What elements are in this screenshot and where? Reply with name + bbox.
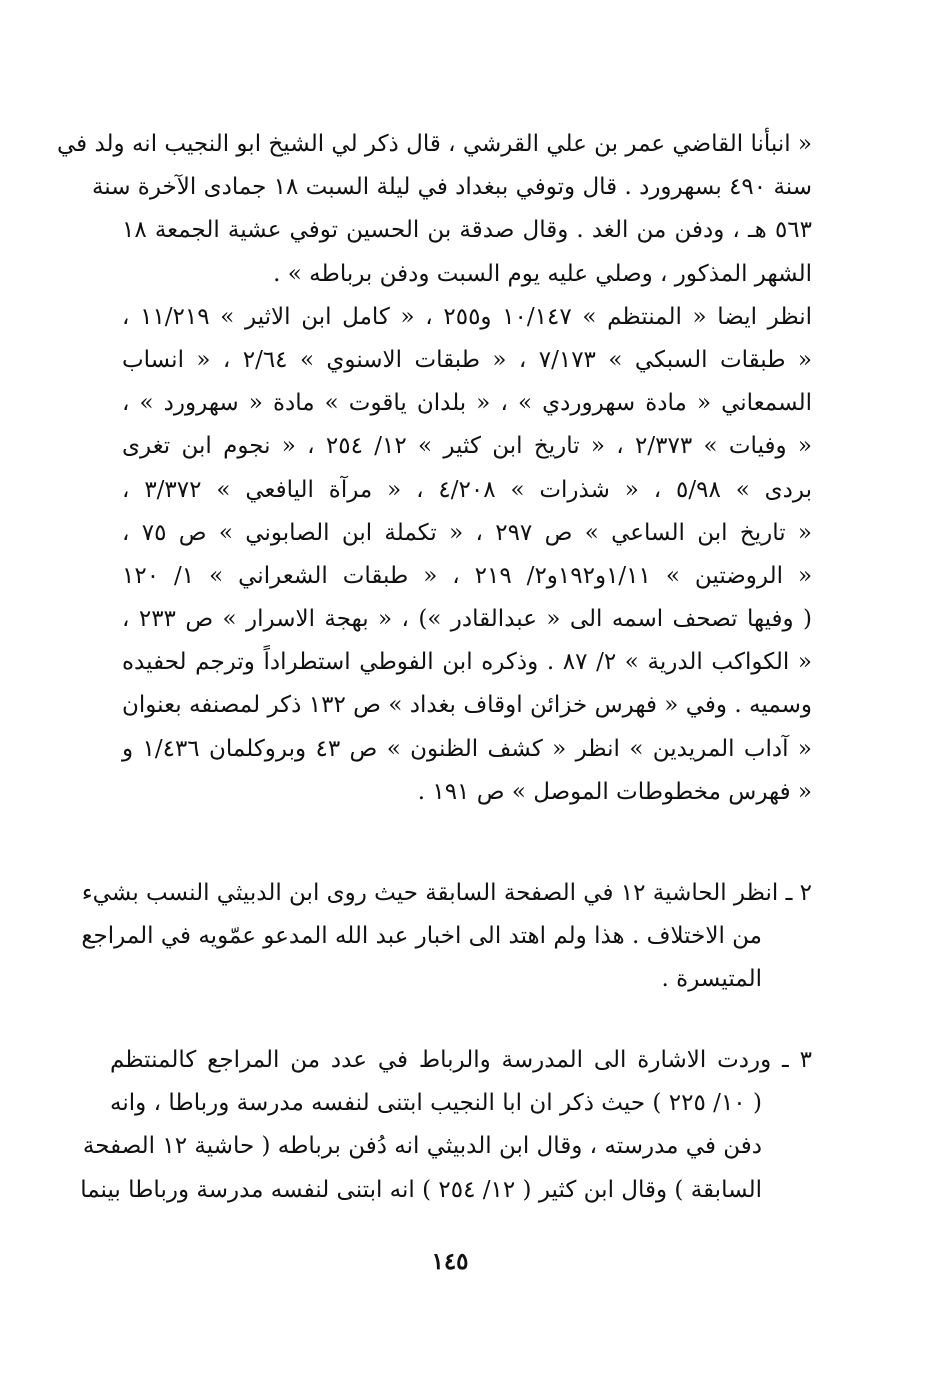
text-line: ( ١٠/ ٢٢٥ ) حيث ذكر ان ابا النجيب ابتنى لنفسه مدرسة ورباطا ، وانه	[110, 1090, 762, 1117]
text-line: « الروضتين » ١/١١و١٩٢و٢/ ٢١٩ ، « طبقات الشعراني » ١/ ١٢٠	[122, 562, 813, 589]
text-line: السابقة ) وقال ابن كثير ( ١٢/ ٢٥٤ ) انه ابتنى لنفسه مدرسة ورباطا بينما	[80, 1176, 762, 1203]
footnote-3	[80, 1039, 812, 1212]
text-line: « آداب المريدين » انظر « كشف الظنون » ص ٤٣ وبروكلمان ١/٤٣٦ و	[122, 735, 813, 762]
text-line: ( وفيها تصحف اسمه الى « عبدالقادر ») ، « بهجة الاسرار » ص ٢٣٣ ،	[122, 606, 812, 633]
text-line: ٣ ـ وردت الاشارة الى المدرسة والرباط في عدد من المراجع كالمنتظم	[110, 1047, 812, 1073]
text-line: دفن في مدرسته ، وقال ابن الدبيثي انه دُفن برباطه ( حاشية ١٢ الصفحة	[82, 1133, 762, 1160]
text-line: السمعاني « مادة سهروردي » ، « بلدان ياقوت » مادة « سهرورد » ،	[122, 390, 812, 417]
page-number: ١٤٥	[431, 1248, 469, 1275]
text-line: المتيسرة .	[661, 966, 762, 993]
text-line: ٥٦٣ هـ ، ودفن من الغد . وقال صدقة بن الحسين توفي عشية الجمعة ١٨	[122, 217, 812, 244]
footnote-2	[81, 872, 812, 1002]
text-line: بردى » ٥/٩٨ ، « شذرات » ٤/٢٠٨ ، « مرآة اليافعي » ٣/٣٧٢ ،	[122, 476, 813, 503]
text-line: ٢ ـ انظر الحاشية ١٢ في الصفحة السابقة حيث روى ابن الدبيثي النسب بشيء	[81, 880, 812, 906]
text-line: « تاريخ ابن الساعي » ص ٢٩٧ ، « تكملة ابن الصابوني » ص ٧٥ ،	[122, 519, 813, 546]
text-line: من الاختلاف . هذا ولم اهتد الى اخبار عبد الله المدعو عمّويه في المراجع	[81, 923, 762, 950]
text-line: سنة ٤٩٠ بسهرورد . قال وتوفي ببغداد في ليلة السبت ١٨ جمادى الآخرة سنة	[91, 174, 812, 201]
text-line: « الكواكب الدرية » ٢/ ٨٧ . وذكره ابن الفوطي استطراداً وترجم لحفيده	[122, 649, 812, 676]
text-line: « وفيات » ٢/٣٧٣ ، « تاريخ ابن كثير » ١٢/ ٢٥٤ ، « نجوم ابن تغرى	[122, 433, 812, 460]
text-line: وسميه . وفي « فهرس خزائن اوقاف بغداد » ص ١٣٢ ذكر لمصنفه بعنوان	[122, 692, 812, 719]
text-line: « انبأنا القاضي عمر بن علي القرشي ، قال ذكر لي الشيخ ابو النجيب انه ولد في	[57, 131, 812, 157]
main-paragraph	[57, 123, 813, 814]
text-line: انظر ايضا « المنتظم » ١٠/١٤٧ و٢٥٥ ، « كامل ابن الاثير » ١١/٢١٩ ،	[122, 303, 813, 330]
text-line: الشهر المذكور ، وصلي عليه يوم السبت ودفن برباطه » .	[273, 260, 812, 287]
text-line: « فهرس مخطوطات الموصل » ص ١٩١ .	[417, 778, 812, 805]
text-line: « طبقات السبكي » ٧/١٧٣ ، « طبقات الاسنوي » ٢/٦٤ ، « انساب	[122, 346, 812, 373]
